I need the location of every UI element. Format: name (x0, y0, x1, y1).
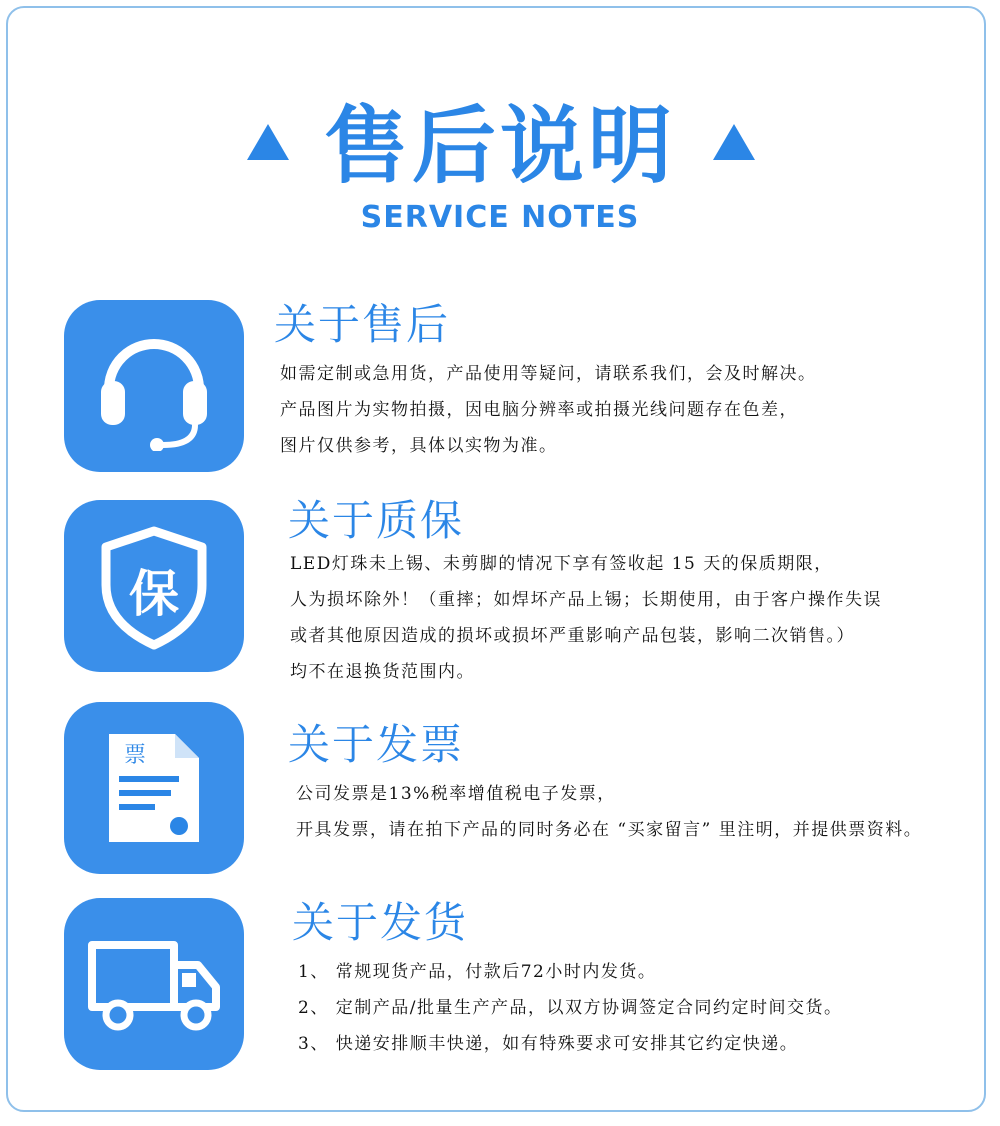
section-body-warranty (290, 546, 882, 690)
triangle-right-icon (713, 124, 755, 160)
page-subtitle: SERVICE NOTES (360, 200, 640, 235)
section-title-after-sales: 关于售后 (274, 300, 451, 349)
section-title-shipping: 关于发货 (292, 898, 469, 947)
text-line: 人为损坏除外！（重摔；如焊坏产品上锡；长期使用，由于客户操作失误 (290, 590, 882, 610)
text-line: 图片仅供参考，具体以实物为准。 (280, 436, 558, 456)
section-body-after-sales (280, 356, 817, 464)
section-body-shipping (298, 954, 842, 1062)
truck-icon (64, 898, 244, 1070)
text-line: 3、 快递安排顺丰快递，如有特殊要求可安排其它约定快递。 (298, 1034, 799, 1054)
section-body-invoice (296, 776, 922, 848)
header (0, 96, 1000, 206)
invoice-icon-label: 票 (123, 743, 147, 768)
headset-icon (64, 300, 244, 472)
page-title: 售后说明 (323, 97, 676, 195)
text-line: 产品图片为实物拍摄，因电脑分辨率或拍摄光线问题存在色差， (280, 400, 798, 420)
text-line: 均不在退换货范围内。 (290, 662, 475, 682)
section-title-invoice: 关于发票 (288, 720, 465, 769)
text-line: LED灯珠未上锡、未剪脚的情况下享有签收起 15 天的保质期限， (290, 554, 833, 574)
text-line: 如需定制或急用货，产品使用等疑问，请联系我们，会及时解决。 (280, 364, 817, 384)
shield-icon-label: 保 (129, 565, 179, 623)
text-line: 1、 常规现货产品，付款后72小时内发货。 (298, 962, 657, 982)
invoice-icon (64, 702, 244, 874)
shield-icon (64, 500, 244, 672)
text-line: 公司发票是13%税率增值税电子发票， (296, 784, 616, 804)
text-line: 2、 定制产品/批量生产产品，以双方协调签定合同约定时间交货。 (298, 998, 843, 1018)
text-line: 或者其他原因造成的损坏或损坏严重影响产品包装，影响二次销售。） (290, 626, 855, 646)
text-line: 开具发票，请在拍下产品的同时务必在 “买家留言” 里注明，并提供票资料。 (296, 820, 923, 840)
section-title-warranty: 关于质保 (288, 496, 465, 545)
